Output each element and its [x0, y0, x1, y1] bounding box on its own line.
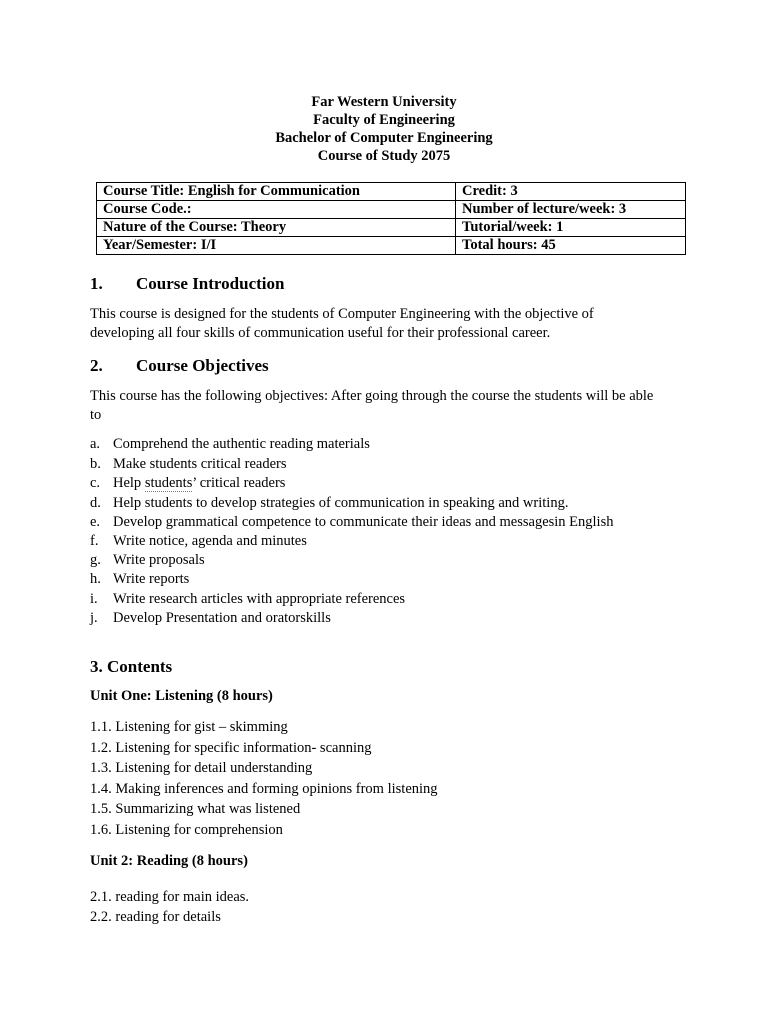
spell-flagged-word: students	[144, 475, 193, 491]
list-item-text: Write research articles with appropriate references	[113, 591, 406, 607]
table-cell: Course Title: English for Communication	[97, 183, 456, 201]
list-item: 1.3. Listening for detail understanding	[90, 760, 313, 776]
list-marker: a.	[90, 436, 101, 452]
list-item-text: Help students to develop strategies of communication in speaking and writing.	[113, 495, 569, 511]
list-item-text: Comprehend the authentic reading materials	[113, 436, 370, 452]
section-title: Course Objectives	[136, 356, 269, 375]
list-item: 1.1. Listening for gist – skimming	[90, 719, 288, 735]
text-fragment: Help	[113, 475, 145, 491]
university-name: Far Western University	[311, 94, 457, 110]
section-heading-contents: 3. Contents	[90, 657, 173, 676]
objectives-intro-line-1: This course has the following objectives: After going through the course the students will be able	[90, 388, 654, 404]
table-row	[97, 183, 686, 201]
list-item-text: Develop Presentation and oratorskills	[113, 610, 331, 626]
section-heading-objectives	[90, 356, 490, 378]
list-item: 2.1. reading for main ideas.	[90, 889, 250, 905]
section-heading-introduction	[90, 274, 490, 296]
table-row	[97, 201, 686, 219]
list-marker: h.	[90, 571, 101, 587]
list-item-text: Write notice, agenda and minutes	[113, 533, 307, 549]
table-cell: Tutorial/week: 1	[456, 219, 686, 237]
table-row	[97, 237, 686, 255]
section-number: 1.	[90, 274, 103, 293]
faculty-name: Faculty of Engineering	[313, 112, 455, 128]
list-marker: f.	[90, 533, 99, 549]
list-marker: e.	[90, 514, 101, 530]
table-cell: Year/Semester: I/I	[97, 237, 456, 255]
program-name: Bachelor of Computer Engineering	[275, 130, 493, 146]
list-item-text: Write proposals	[113, 552, 205, 568]
list-item-text: Make students critical readers	[113, 456, 287, 472]
table-cell: Total hours: 45	[456, 237, 686, 255]
section-number: 2.	[90, 356, 103, 375]
list-marker: i.	[90, 591, 98, 607]
table-cell: Number of lecture/week: 3	[456, 201, 686, 219]
list-item: 1.2. Listening for specific information- scanning	[90, 740, 372, 756]
objectives-intro-line-2: to	[90, 407, 102, 423]
list-marker: j.	[90, 610, 98, 626]
list-item-text: Develop grammatical competence to communicate their ideas and messagesin English	[113, 514, 614, 530]
unit-one-title: Unit One: Listening (8 hours)	[90, 688, 273, 704]
course-of-study: Course of Study 2075	[317, 148, 451, 164]
table-row	[97, 219, 686, 237]
list-marker: b.	[90, 456, 101, 472]
list-marker: d.	[90, 495, 101, 511]
list-marker: c.	[90, 475, 101, 491]
introduction-line-2: developing all four skills of communication useful for their professional career.	[90, 325, 551, 341]
list-item: 1.5. Summarizing what was listened	[90, 801, 301, 817]
text-fragment: ’ critical readers	[192, 475, 286, 491]
table-cell: Credit: 3	[456, 183, 686, 201]
introduction-line-1: This course is designed for the students of Computer Engineering with the objective of	[90, 306, 594, 322]
list-item: 1.4. Making inferences and forming opinions from listening	[90, 781, 438, 797]
list-item: 2.2. reading for details	[90, 909, 221, 925]
course-info-table	[96, 182, 686, 255]
list-marker: g.	[90, 552, 101, 568]
section-title: Course Introduction	[136, 274, 285, 293]
list-item-text: Write reports	[113, 571, 190, 587]
list-item-text	[113, 474, 285, 493]
unit-two-title: Unit 2: Reading (8 hours)	[90, 853, 248, 869]
table-cell: Nature of the Course: Theory	[97, 219, 456, 237]
list-item: 1.6. Listening for comprehension	[90, 822, 283, 838]
table-cell: Course Code.:	[97, 201, 456, 219]
